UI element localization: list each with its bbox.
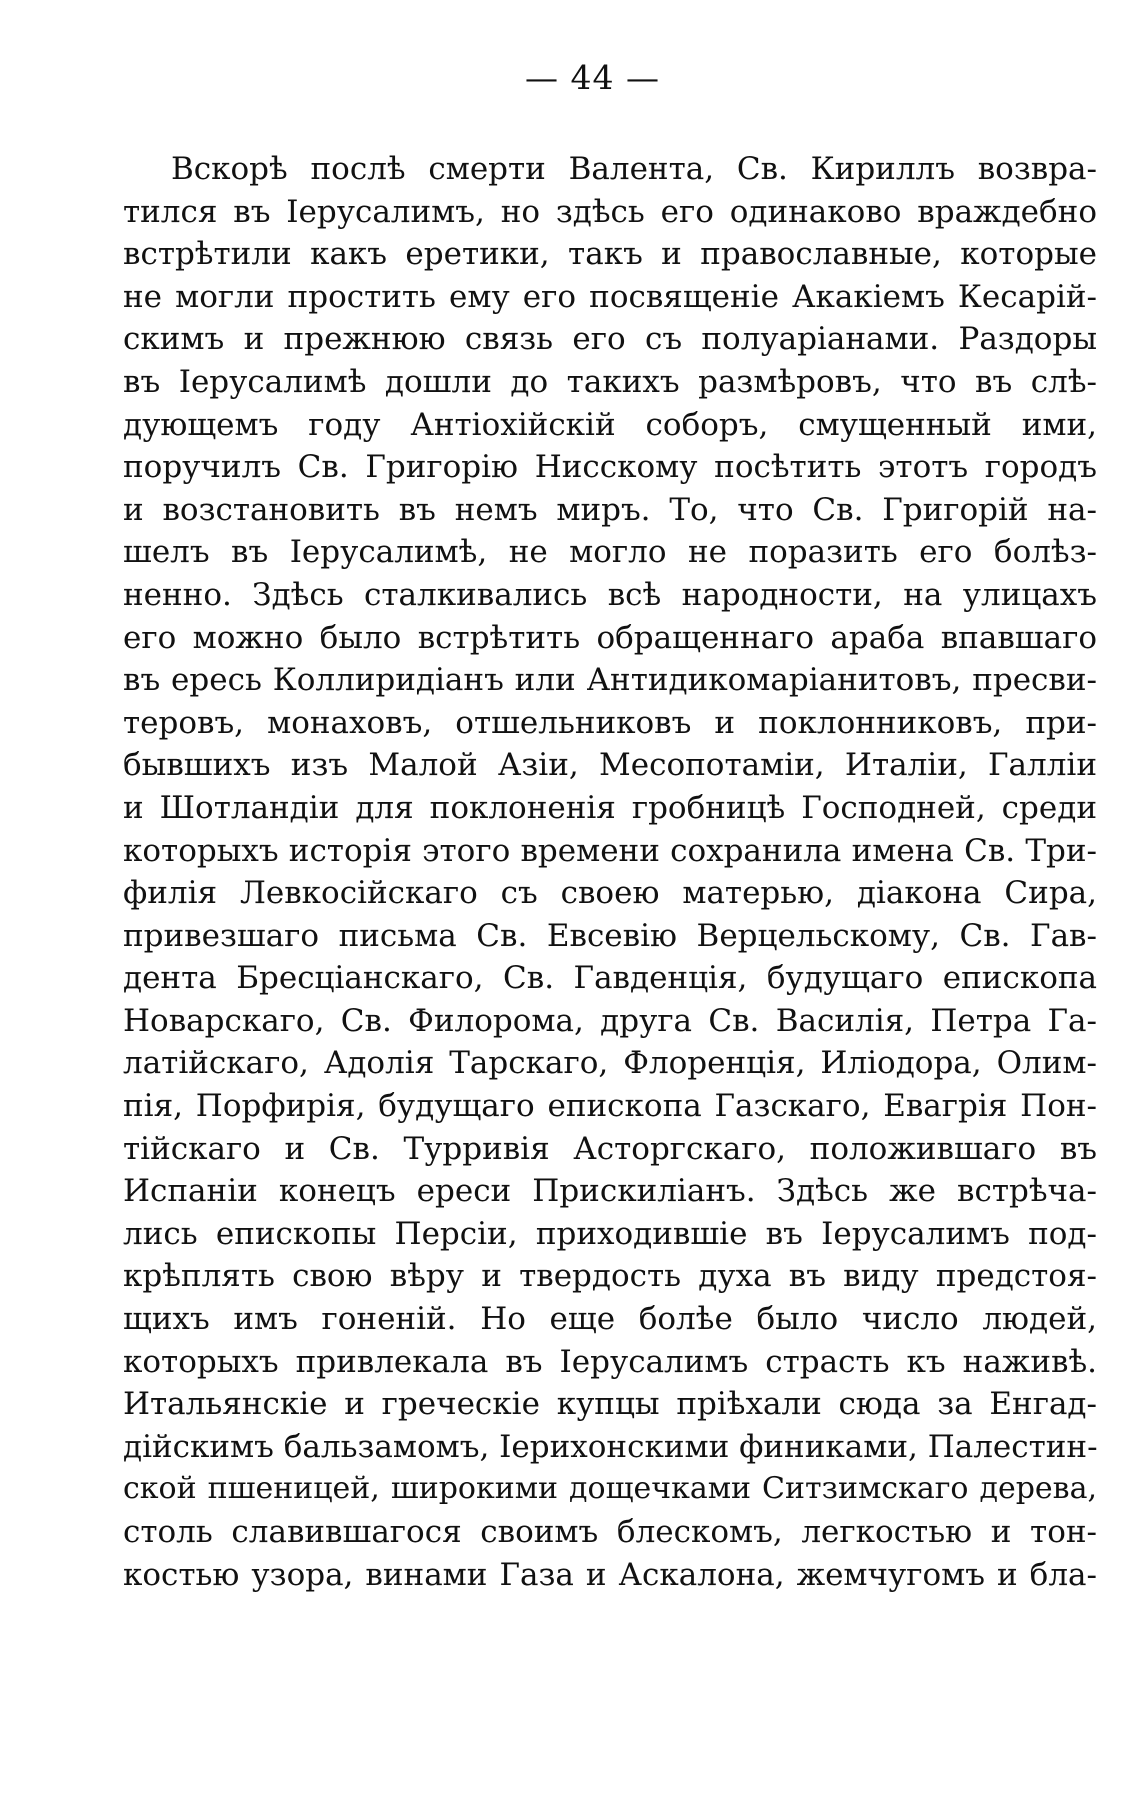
text-line: и Шотландіи для поклоненія гробницѣ Господней, среди bbox=[123, 789, 1097, 826]
text-line: Новарскаго, Св. Филорома, друга Св. Василія, Петра Га- bbox=[123, 1002, 1097, 1039]
text-line: тійскаго и Св. Турривія Асторгскаго, положившаго въ bbox=[123, 1130, 1097, 1167]
text-line: его можно было встрѣтить обращеннаго араба впавшаго bbox=[123, 619, 1097, 656]
text-line: столь славившагося своимъ блескомъ, легкостью и тон- bbox=[123, 1514, 1097, 1550]
page-number: — 44 — bbox=[525, 58, 660, 97]
text-line: пія, Порфирія, будущаго епископа Газскаго, Евагрія Пон- bbox=[123, 1088, 1097, 1125]
text-line: которыхъ привлекала въ Іерусалимъ страсть къ наживѣ. bbox=[123, 1343, 1097, 1380]
text-line: въ ересь Коллиридіанъ или Антидикомаріанитовъ, пресви- bbox=[123, 662, 1097, 699]
text-line: ненно. Здѣсь сталкивались всѣ народности, на улицахъ bbox=[123, 576, 1097, 613]
text-line: дующемъ году Антіохійскій соборъ, смущенный ими, bbox=[123, 406, 1097, 443]
text-line: и возстановить въ немъ миръ. То, что Св. Григорій на- bbox=[123, 491, 1097, 528]
text-line: скимъ и прежнюю связь его съ полуаріанами. Раздоры bbox=[123, 321, 1097, 358]
text-line: Вскорѣ послѣ смерти Валента, Св. Кириллъ возвра- bbox=[171, 151, 1097, 187]
text-line: привезшаго письма Св. Евсевію Верцельскому, Св. Гав- bbox=[123, 917, 1097, 954]
text-line: крѣплять свою вѣру и твердость духа въ виду предстоя- bbox=[123, 1258, 1097, 1295]
text-line: лись епископы Персіи, приходившіе въ Іерусалимъ под- bbox=[123, 1215, 1097, 1252]
text-line: Испаніи конецъ ереси Прискиліанъ. Здѣсь же встрѣча- bbox=[123, 1173, 1097, 1210]
text-line: латійскаго, Адолія Тарскаго, Флоренція, Иліодора, Олим- bbox=[123, 1045, 1097, 1082]
text-line: въ Іерусалимѣ дошли до такихъ размѣровъ, что въ слѣ- bbox=[123, 363, 1097, 400]
text-line: которыхъ исторія этого времени сохранила имена Св. Три- bbox=[123, 832, 1097, 869]
text-line: поручилъ Св. Григорію Нисскому посѣтить этотъ городъ bbox=[123, 449, 1097, 486]
text-line: дента Бресціанскаго, Св. Гавденція, будущаго епископа bbox=[123, 960, 1097, 997]
text-line: не могли простить ему его посвященіе Акакіемъ Кесарій- bbox=[123, 278, 1097, 315]
text-line: ской пшеницей, широкими дощечками Ситзимскаго дерева, bbox=[123, 1471, 1097, 1507]
text-line: шелъ въ Іерусалимѣ, не могло не поразить его болѣз- bbox=[123, 534, 1097, 571]
body-text bbox=[123, 148, 1097, 1596]
text-line: теровъ, монаховъ, отшельниковъ и поклонниковъ, при- bbox=[123, 704, 1097, 741]
text-line: Итальянскіе и греческіе купцы пріѣхали сюда за Енгад- bbox=[123, 1386, 1097, 1423]
text-line: костью узора, винами Газа и Аскалона, жемчугомъ и бла- bbox=[123, 1556, 1097, 1593]
text-line: дійскимъ бальзамомъ, Іерихонскими финиками, Палестин- bbox=[123, 1428, 1098, 1465]
text-line: филія Левкосійскаго съ своею матерью, діакона Сира, bbox=[123, 875, 1097, 912]
text-line: тился въ Іерусалимъ, но здѣсь его одинаково враждебно bbox=[123, 193, 1097, 230]
text-line: бывшихъ изъ Малой Азіи, Месопотаміи, Италіи, Галліи bbox=[123, 747, 1097, 784]
text-line: щихъ имъ гоненій. Но еще болѣе было число людей, bbox=[123, 1301, 1097, 1338]
text-line: встрѣтили какъ еретики, такъ и православные, которые bbox=[123, 236, 1097, 273]
